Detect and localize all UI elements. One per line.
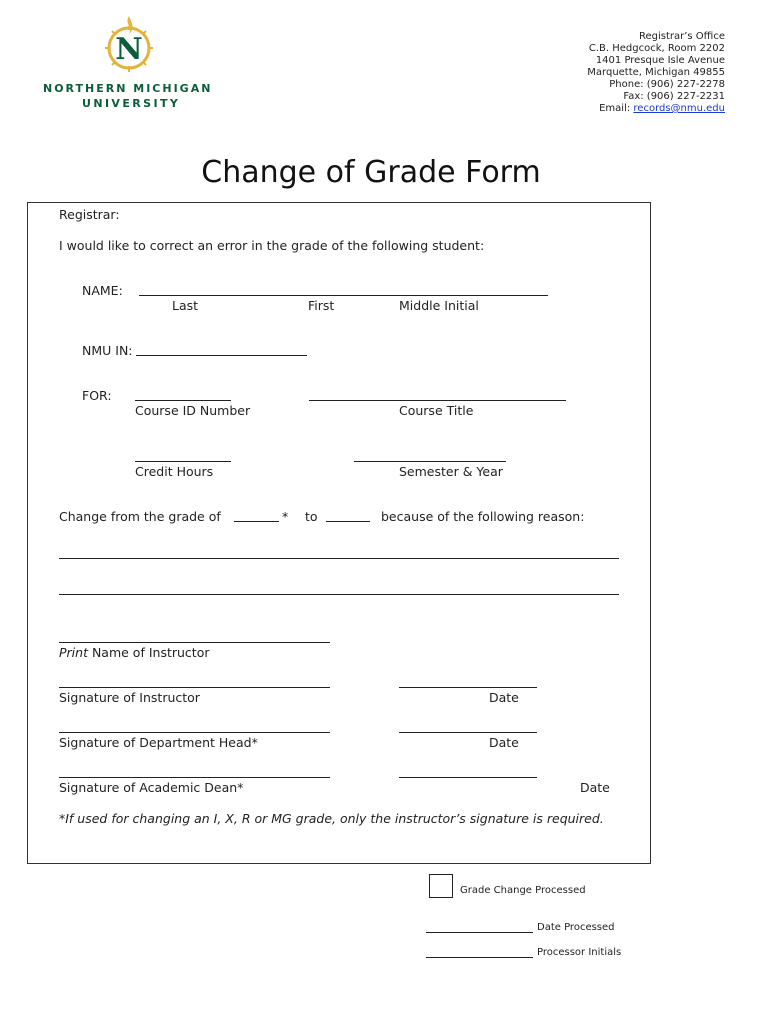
dean-signature-label: Signature of Academic Dean* xyxy=(59,780,244,795)
date-processed-label: Date Processed xyxy=(537,922,615,933)
change-from-label: Change from the grade of xyxy=(59,509,221,524)
instructor-date-label: Date xyxy=(489,690,519,705)
nmu-in-label: NMU IN: xyxy=(82,343,133,358)
intro-text: I would like to correct an error in the grade of the following student: xyxy=(59,238,485,253)
registrar-label: Registrar: xyxy=(59,207,120,222)
course-id-field[interactable] xyxy=(135,400,231,401)
logo-text-line1: NORTHERN MICHIGAN xyxy=(43,82,213,95)
nmu-in-field[interactable] xyxy=(136,355,307,356)
print-name-label xyxy=(59,645,209,660)
dept-head-date-label: Date xyxy=(489,735,519,750)
svg-text:N: N xyxy=(115,32,143,67)
address-office: Registrar’s Office xyxy=(638,31,725,42)
instructor-signature-field[interactable] xyxy=(59,687,330,688)
print-rest: Name of Instructor xyxy=(87,645,210,660)
address-phone: Phone: (906) 227-2278 xyxy=(609,79,725,90)
email-label: Email: xyxy=(599,103,634,114)
dean-date-label: Date xyxy=(580,780,610,795)
to-label: to xyxy=(305,509,318,524)
processor-initials-field[interactable] xyxy=(426,957,533,958)
credit-hours-label: Credit Hours xyxy=(135,464,214,479)
course-title-field[interactable] xyxy=(309,400,566,401)
logo-text-line2: UNIVERSITY xyxy=(82,97,181,110)
print-word: Print xyxy=(59,645,88,660)
asterisk: * xyxy=(282,509,289,524)
grade-change-processed-label: Grade Change Processed xyxy=(460,885,586,896)
course-id-label: Course ID Number xyxy=(135,403,251,418)
form-box xyxy=(27,202,651,864)
address-street: 1401 Presque Isle Avenue xyxy=(595,55,725,66)
name-first-label: First xyxy=(308,298,335,313)
dean-date-field[interactable] xyxy=(399,777,537,778)
processor-initials-label: Processor Initials xyxy=(537,947,622,958)
name-field[interactable] xyxy=(139,295,548,296)
dept-head-date-field[interactable] xyxy=(399,732,537,733)
address-fax: Fax: (906) 227-2231 xyxy=(623,91,725,102)
semester-year-field[interactable] xyxy=(354,461,506,462)
date-processed-field[interactable] xyxy=(426,932,533,933)
page-title: Change of Grade Form xyxy=(201,155,541,190)
address-building: C.B. Hedgcock, Room 2202 xyxy=(588,43,725,54)
old-grade-field[interactable] xyxy=(234,521,279,522)
credit-hours-field[interactable] xyxy=(135,461,231,462)
name-middle-label: Middle Initial xyxy=(399,298,479,313)
reason-line-2[interactable] xyxy=(59,594,619,595)
address-email-row xyxy=(587,103,725,115)
grade-change-processed-checkbox[interactable] xyxy=(429,874,453,898)
instructor-signature-label: Signature of Instructor xyxy=(59,690,200,705)
nmu-logo-icon xyxy=(100,14,158,78)
email-link[interactable]: records@nmu.edu xyxy=(633,103,725,114)
course-title-label: Course Title xyxy=(399,403,474,418)
dept-head-signature-field[interactable] xyxy=(59,732,330,733)
print-name-field[interactable] xyxy=(59,642,330,643)
registrar-address xyxy=(587,31,725,115)
dept-head-signature-label: Signature of Department Head* xyxy=(59,735,258,750)
semester-year-label: Semester & Year xyxy=(399,464,503,479)
instructor-date-field[interactable] xyxy=(399,687,537,688)
footnote: *If used for changing an I, X, R or MG grade, only the instructor’s signature is required. xyxy=(59,811,604,826)
name-label: NAME: xyxy=(82,283,123,298)
reason-label: because of the following reason: xyxy=(381,509,585,524)
name-last-label: Last xyxy=(172,298,199,313)
for-label: FOR: xyxy=(82,388,112,403)
reason-line-1[interactable] xyxy=(59,558,619,559)
new-grade-field[interactable] xyxy=(326,521,370,522)
dean-signature-field[interactable] xyxy=(59,777,330,778)
address-city: Marquette, Michigan 49855 xyxy=(587,67,725,78)
